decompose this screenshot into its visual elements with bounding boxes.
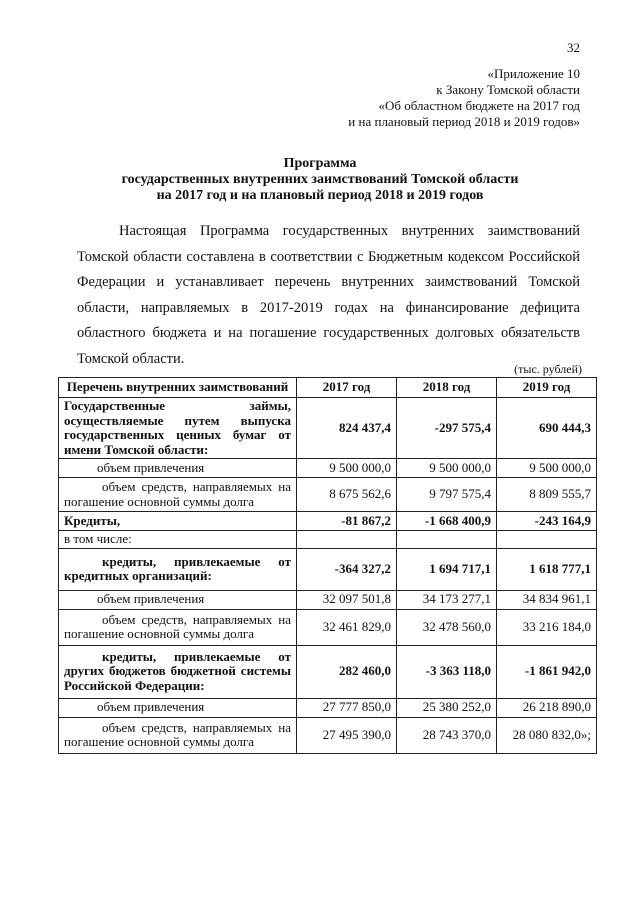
cell-2018: 9 500 000,0 (397, 459, 497, 478)
title-line: Программа (283, 156, 357, 171)
table-row (59, 698, 597, 717)
table-row (59, 512, 597, 531)
appendix-line: к Закону Томской области (436, 82, 580, 97)
document-title (0, 156, 640, 204)
cell-2018: -297 575,4 (397, 398, 497, 459)
cell-2018: 9 797 575,4 (397, 478, 497, 512)
cell-2018: 1 694 717,1 (397, 548, 497, 590)
cell-2017: 9 500 000,0 (297, 459, 397, 478)
table-row (59, 398, 597, 459)
column-header: 2017 год (297, 378, 397, 398)
row-label: объем привлечения (59, 590, 297, 609)
cell-2017: 824 437,4 (297, 398, 397, 459)
cell-2019: 28 080 832,0»; (497, 717, 597, 753)
table-row (59, 548, 597, 590)
row-label: объем средств, направляемых на погашение основной суммы долга (59, 717, 297, 753)
cell-2017: -364 327,2 (297, 548, 397, 590)
cell-2017: 8 675 562,6 (297, 478, 397, 512)
column-header: Перечень внутренних заимствований (59, 378, 297, 398)
table-row (59, 590, 597, 609)
table-row (59, 478, 597, 512)
cell-2019: 690 444,3 (497, 398, 597, 459)
appendix-header (348, 66, 580, 130)
cell-2019: -1 861 942,0 (497, 645, 597, 698)
cell-2018: -1 668 400,9 (397, 512, 497, 531)
unit-label: (тыс. рублей) (514, 362, 582, 376)
appendix-line: «Приложение 10 (487, 66, 580, 81)
cell-2019: 9 500 000,0 (497, 459, 597, 478)
table-row (59, 717, 597, 753)
cell-2017: 32 097 501,8 (297, 590, 397, 609)
table-row (59, 609, 597, 645)
column-header: 2019 год (497, 378, 597, 398)
column-header: 2018 год (397, 378, 497, 398)
cell-2018: 34 173 277,1 (397, 590, 497, 609)
appendix-line: и на плановый период 2018 и 2019 годов» (348, 114, 580, 129)
cell-2019: 33 216 184,0 (497, 609, 597, 645)
cell-2018 (397, 531, 497, 549)
page-number: 32 (567, 40, 580, 55)
title-line: на 2017 год и на плановый период 2018 и 2019 годов (156, 188, 484, 203)
cell-2019: -243 164,9 (497, 512, 597, 531)
title-line: государственных внутренних заимствований Томской области (121, 172, 519, 187)
row-label: объем средств, направляемых на погашение основной суммы долга (59, 609, 297, 645)
table-row (59, 531, 597, 549)
row-label: Кредиты, (59, 512, 297, 531)
intro-paragraph: Настоящая Программа государственных внутренних заимствований Томской области составлена в соответствии с Бюджетным кодексом Российской Федерации и устанавливает перечень внутренних заимствований Томской области, направляемых в 2017-2019 годах на финансирование дефицита областного бюджета и на погашение государственных долговых обязательств Томской области. (77, 223, 580, 367)
cell-2018: 25 380 252,0 (397, 698, 497, 717)
cell-2018: -3 363 118,0 (397, 645, 497, 698)
cell-2019: 8 809 555,7 (497, 478, 597, 512)
row-label: объем средств, направляемых на погашение основной суммы долга (59, 478, 297, 512)
cell-2018: 32 478 560,0 (397, 609, 497, 645)
row-label: в том числе: (59, 531, 297, 549)
appendix-line: «Об областном бюджете на 2017 год (378, 98, 580, 113)
cell-2019: 1 618 777,1 (497, 548, 597, 590)
cell-2017: 27 495 390,0 (297, 717, 397, 753)
cell-2017: 282 460,0 (297, 645, 397, 698)
row-label: объем привлечения (59, 459, 297, 478)
table-header-row (59, 378, 597, 398)
cell-2019 (497, 531, 597, 549)
cell-2018: 28 743 370,0 (397, 717, 497, 753)
row-label: кредиты, привлекаемые от других бюджетов бюджетной системы Российской Федерации: (59, 645, 297, 698)
borrowings-table (58, 377, 597, 754)
row-label: кредиты, привлекаемые от кредитных организаций: (59, 548, 297, 590)
cell-2017: 27 777 850,0 (297, 698, 397, 717)
cell-2019: 26 218 890,0 (497, 698, 597, 717)
cell-2017: -81 867,2 (297, 512, 397, 531)
row-label: объем привлечения (59, 698, 297, 717)
cell-2017: 32 461 829,0 (297, 609, 397, 645)
row-label: Государственные займы, осуществляемые путем выпуска государственных ценных бумаг от имени Томской области: (59, 398, 297, 459)
table-row (59, 645, 597, 698)
table-row (59, 459, 597, 478)
cell-2017 (297, 531, 397, 549)
cell-2019: 34 834 961,1 (497, 590, 597, 609)
